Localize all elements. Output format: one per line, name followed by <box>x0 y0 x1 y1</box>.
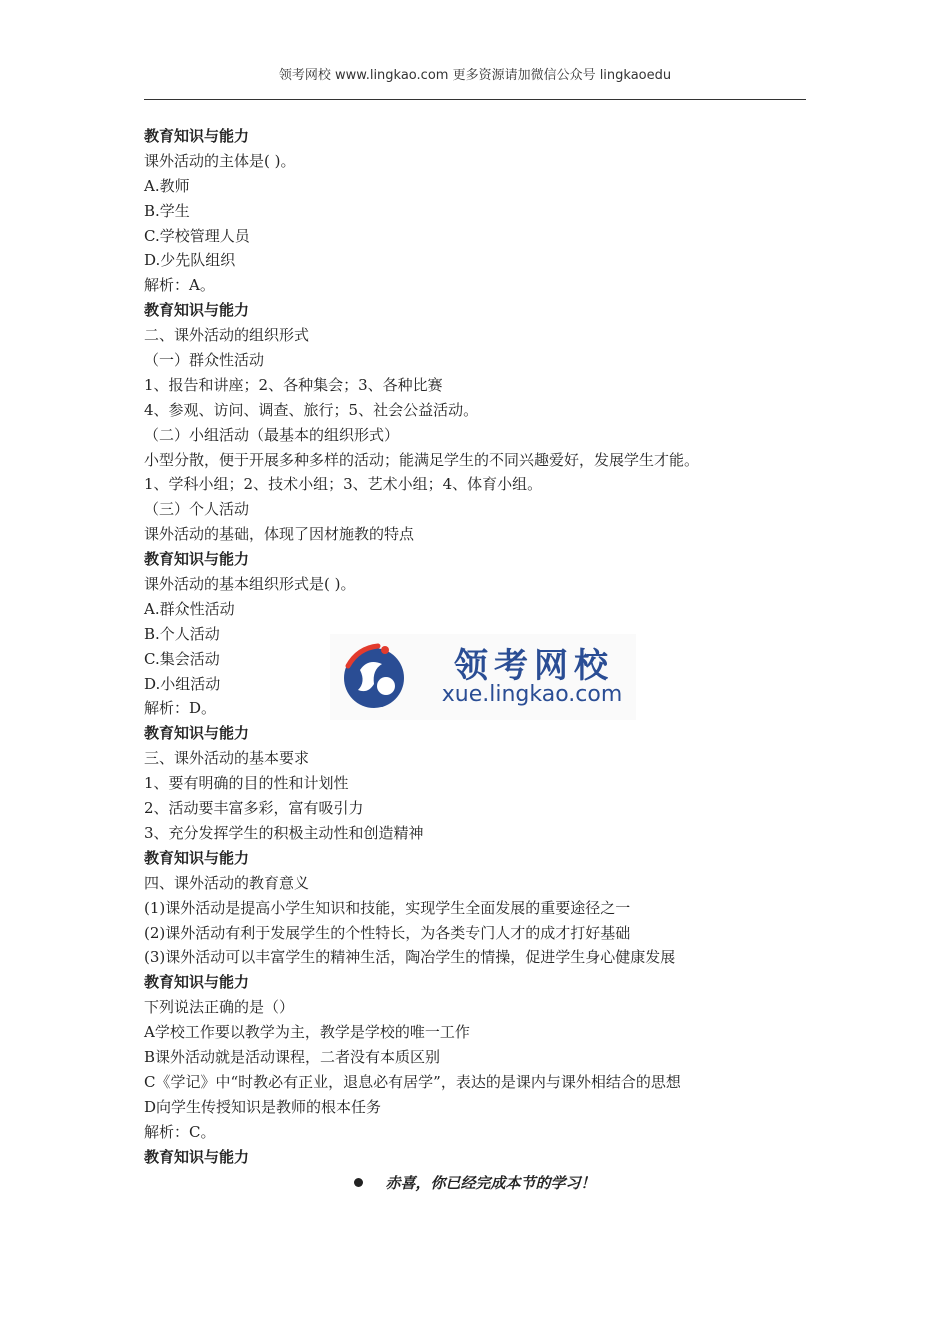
section-heading: 教育知识与能力 <box>144 127 250 145</box>
text-line: D向学生传授知识是教师的根本任务 <box>144 1097 382 1116</box>
text-line: C.集会活动 <box>144 649 220 668</box>
text-line: 4、参观、访问、调查、旅行；5、社会公益活动。 <box>144 400 479 419</box>
text-line: 课外活动的主体是( )。 <box>144 151 296 170</box>
text-line: 课外活动的基础，体现了因材施教的特点 <box>144 525 415 544</box>
text-line: B.个人活动 <box>144 624 220 643</box>
watermark-title: 领考网校 <box>454 646 614 686</box>
text-line: 解析：C。 <box>144 1122 216 1141</box>
text-line: D.小组活动 <box>144 674 221 693</box>
text-line: 小型分散，便于开展多种多样的活动；能满足学生的不同兴趣爱好，发展学生才能。 <box>144 450 700 469</box>
watermark <box>330 634 636 720</box>
closing-text: 赤喜，你已经完成本节的学习！ <box>385 1174 596 1192</box>
section-heading: 教育知识与能力 <box>144 550 250 569</box>
section-heading: 教育知识与能力 <box>144 301 250 320</box>
section-heading: 教育知识与能力 <box>144 848 250 867</box>
text-line: 解析：A。 <box>144 276 215 295</box>
text-line: 课外活动的基本组织形式是( )。 <box>144 575 356 594</box>
text-line: （三）个人活动 <box>144 500 250 519</box>
text-line: A学校工作要以教学为主，教学是学校的唯一工作 <box>144 1023 470 1042</box>
lingkao-logo-icon <box>338 640 410 712</box>
text-line: 1、学科小组；2、技术小组；3、艺术小组；4、体育小组。 <box>144 475 543 494</box>
text-line: (2)课外活动有利于发展学生的个性特长，为各类专门人才的成才打好基础 <box>144 923 631 942</box>
text-line: C《学记》中“时教必有正业，退息必有居学”，表达的是课内与课外相结合的思想 <box>144 1072 681 1091</box>
section-heading: 教育知识与能力 <box>144 973 250 992</box>
section-heading: 教育知识与能力 <box>144 1147 250 1166</box>
text-line: C.学校管理人员 <box>144 226 250 245</box>
text-line: 1、报告和讲座；2、各种集会；3、各种比赛 <box>144 375 443 394</box>
text-line: 三、课外活动的基本要求 <box>144 749 310 768</box>
text-line: A.教师 <box>144 176 190 195</box>
text-line: A.群众性活动 <box>144 599 235 618</box>
text-line: (1)课外活动是提高小学生知识和技能，实现学生全面发展的重要途径之一 <box>144 898 631 917</box>
text-line: 四、课外活动的教育意义 <box>144 873 310 892</box>
text-line: （二）小组活动（最基本的组织形式） <box>144 425 400 444</box>
page-header: 领考网校 www.lingkao.com 更多资源请加微信公众号 lingkaoedu <box>278 68 672 83</box>
text-line: 2、活动要丰富多彩，富有吸引力 <box>144 799 364 818</box>
text-line: (3)课外活动可以丰富学生的精神生活，陶冶学生的情操，促进学生身心健康发展 <box>144 948 676 967</box>
text-line: 3、充分发挥学生的积极主动性和创造精神 <box>144 823 424 842</box>
header-divider <box>144 99 806 100</box>
text-line: B.学生 <box>144 201 190 220</box>
text-line: 下列说法正确的是（） <box>144 998 295 1017</box>
section-heading: 教育知识与能力 <box>144 724 250 743</box>
text-line: D.少先队组织 <box>144 251 236 270</box>
closing-message <box>144 1170 806 1196</box>
text-line: （一）群众性活动 <box>144 351 265 370</box>
text-line: 解析：D。 <box>144 699 217 718</box>
bullet-icon <box>354 1178 363 1187</box>
text-line: 1、要有明确的目的性和计划性 <box>144 774 349 793</box>
watermark-url: xue.lingkao.com <box>441 682 623 707</box>
text-line: B课外活动就是活动课程，二者没有本质区别 <box>144 1047 441 1066</box>
text-line: 二、课外活动的组织形式 <box>144 326 310 345</box>
